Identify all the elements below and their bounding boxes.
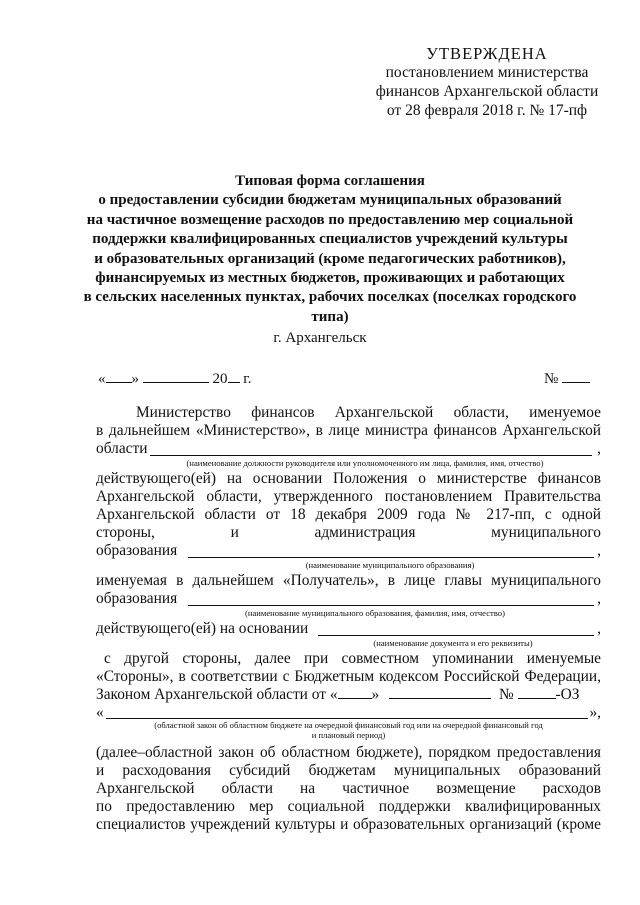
body-line-4: действующего(ей) на основании Положения о министерстве финансов <box>96 470 601 487</box>
law-date-open: Законом Архангельской области от « <box>96 686 338 703</box>
body-line-8-start: образования <box>96 542 178 559</box>
body-line-1: Министерство финансов Архангельской области, именуемое <box>136 404 601 421</box>
body-line-5: Архангельской области, утвержденного постановлением Правительства <box>96 488 601 505</box>
official-name-field[interactable] <box>150 454 592 456</box>
law-month-blank[interactable] <box>389 686 491 699</box>
municipality-field[interactable] <box>188 556 594 558</box>
month-blank[interactable] <box>143 370 209 383</box>
form-title-line: финансируемых из местных бюджетов, проживающих и работающих <box>95 270 565 287</box>
body-line-11-start: действующего(ей) на основании <box>96 620 309 637</box>
number-blank[interactable] <box>562 370 590 383</box>
form-title-line: поддержки квалифицированных специалистов учреждений культуры <box>92 231 568 248</box>
caption-official: (наименование должности руководителя или уполномоченного им лица, фамилия, имя, отчество) <box>186 458 544 468</box>
number-sign: № <box>544 371 559 387</box>
body-line-3-start: области <box>96 440 148 457</box>
body-line-3-end: , <box>597 440 601 457</box>
date-open-quote: « <box>98 371 106 387</box>
approval-block <box>372 44 602 120</box>
approval-title: УТВЕРЖДЕНА <box>426 44 548 63</box>
body-line-17: и расходования субсидий бюджетам муниципальных образований <box>96 762 601 779</box>
number-line <box>544 370 590 388</box>
law-title-field[interactable] <box>106 717 588 719</box>
law-number-blank[interactable] <box>518 686 556 699</box>
body-line-7: стороны, и администрация муниципального <box>96 524 601 541</box>
body-line-18: Архангельской области на частичное возмещение расходов <box>96 780 601 797</box>
form-title-line: о предоставлении субсидии бюджетам муниципальных образований <box>98 192 562 209</box>
law-title-close: », <box>589 704 601 721</box>
law-day-blank[interactable] <box>338 686 372 699</box>
form-title <box>80 172 580 327</box>
caption-law-1: (областной закон об областном бюджете на очередной финансовый год или на очередной финансовый год <box>154 720 543 730</box>
body-line-11-end: , <box>597 620 601 637</box>
body-line-14 <box>96 686 601 704</box>
body-line-8-end: , <box>597 542 601 559</box>
law-title-open: « <box>96 704 104 721</box>
caption-basis: (наименование документа и его реквизиты) <box>373 638 533 648</box>
caption-municipality: (наименование муниципального образования) <box>305 560 475 570</box>
approval-line-3: от 28 февраля 2018 г. № 17-пф <box>386 102 588 119</box>
law-number-sign: № <box>498 686 514 703</box>
body-line-16: (далее–областной закон об областном бюджете), порядком предоставления <box>96 744 601 761</box>
body-line-2: в дальнейшем «Министерство», в лице министра финансов Архангельской <box>96 422 601 439</box>
form-title-line: на частичное возмещение расходов по предоставлению мер социальной <box>86 211 574 228</box>
approval-line-2: финансов Архангельской области <box>375 83 599 100</box>
basis-document-field[interactable] <box>318 634 594 636</box>
form-title-line: и образовательных организаций (кроме педагогических работников), <box>94 250 566 267</box>
body-line-10-start: образования <box>96 590 178 607</box>
year-suffix: г. <box>243 371 252 387</box>
date-close-quote: » <box>131 371 139 387</box>
year-prefix: 20 <box>212 371 228 387</box>
caption-law-2: и плановый период) <box>311 730 386 740</box>
approval-line-1: постановлением министерства <box>385 64 589 81</box>
date-line <box>98 370 251 388</box>
body-line-12: с другой стороны, далее при совместном упоминании именуемые <box>104 650 601 667</box>
body-line-19: по предоставлению мер социальной поддержки квалифицированных <box>96 798 601 815</box>
head-name-field[interactable] <box>188 604 594 606</box>
law-suffix: -ОЗ <box>555 686 580 703</box>
form-title-line: типа) <box>311 308 349 325</box>
body-line-20: специалистов учреждений культуры и образовательных организаций (кроме <box>96 816 601 833</box>
day-blank[interactable] <box>106 370 132 383</box>
body-line-10-end: , <box>597 590 601 607</box>
body-line-6: Архангельской области от 18 декабря 2009 года № 217-пп, с одной <box>96 506 601 523</box>
form-title-line: в сельских населенных пунктах, рабочих поселках (поселках городского <box>83 289 577 306</box>
body-line-13: «Стороны», в соответствии с Бюджетным кодексом Российской Федерации, <box>96 668 601 685</box>
law-date-close: » <box>371 686 380 703</box>
year-blank[interactable] <box>228 370 240 383</box>
caption-head: (наименование муниципального образования, фамилия, имя, отчество) <box>245 608 505 618</box>
body-line-9: именуемая в дальнейшем «Получатель», в лице главы муниципального <box>96 572 601 589</box>
form-title-line: Типовая форма соглашения <box>235 173 425 189</box>
city-name: г. Архангельск <box>273 330 367 346</box>
